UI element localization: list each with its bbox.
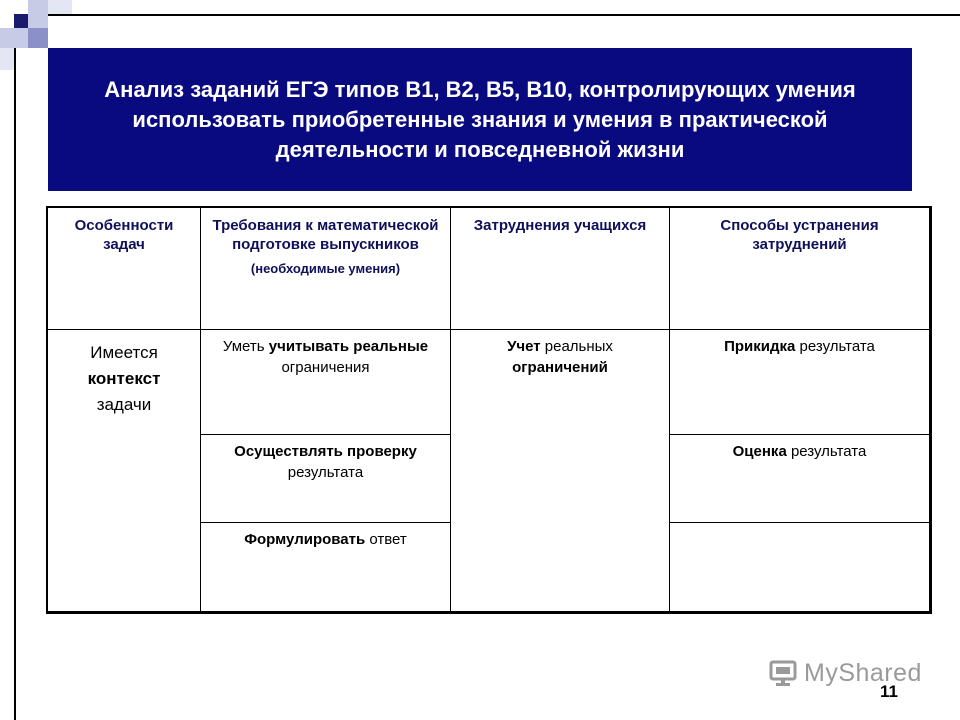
requirement-text: ответ (365, 531, 407, 548)
remedy-text: результата (795, 338, 875, 355)
requirement-cell (201, 330, 451, 435)
requirement-text-bold: Осуществлять проверку (234, 443, 417, 460)
feature-text-bold: контекст (87, 369, 161, 388)
watermark (768, 656, 922, 690)
table-row (48, 330, 930, 435)
corner-square-decor (0, 48, 14, 70)
remedy-cell-empty (670, 523, 930, 612)
header-difficulties-label: Затруднения учащихся (473, 217, 647, 234)
requirement-text: Уметь (222, 338, 269, 355)
difficulty-text-bold: Учет (507, 338, 541, 355)
table-header-row (48, 208, 930, 330)
feature-cell (48, 330, 201, 612)
requirement-text-bold: Формулировать (244, 531, 366, 548)
corner-square-decor (28, 28, 48, 48)
header-remedies-label: Способы устранения затруднений (720, 217, 879, 253)
remedy-text: результата (786, 443, 867, 460)
difficulty-text-bold: ограничений (512, 359, 608, 376)
slide-title: Анализ заданий ЕГЭ типов В1, В2, В5, В10, контролирующих умения использовать приобретенные знания и умения в практической деятельности и повседневной жизни (104, 76, 856, 162)
header-requirements-note: (необходимые умения) (250, 261, 401, 276)
requirement-text: ограничения (281, 359, 370, 376)
requirement-text-bold: учитывать реальные (268, 338, 429, 355)
left-rule (14, 48, 16, 720)
remedy-text-bold: Прикидка (724, 338, 796, 355)
page-number: 11 (880, 682, 898, 701)
corner-square-decor (14, 14, 28, 28)
header-difficulties (451, 208, 670, 330)
remedy-cell (670, 435, 930, 523)
header-features (48, 208, 201, 330)
title-banner (48, 48, 912, 191)
header-requirements-label: Требования к математической подготовке выпускников (212, 217, 439, 253)
requirement-cell (201, 523, 451, 612)
header-requirements (201, 208, 451, 330)
feature-text: задачи (96, 395, 152, 414)
watermark-text: MyShared (804, 658, 922, 687)
remedy-text-bold: Оценка (732, 443, 787, 460)
difficulty-cell (451, 330, 670, 612)
difficulty-text: реальных (540, 338, 613, 355)
top-rule (48, 14, 960, 16)
corner-square-decor (48, 0, 72, 14)
corner-square-decor (28, 0, 48, 28)
header-features-label: Особенности задач (74, 217, 174, 253)
projector-icon (768, 659, 798, 687)
header-remedies (670, 208, 930, 330)
remedy-cell (670, 330, 930, 435)
corner-square-decor (0, 28, 28, 48)
feature-text: Имеется (90, 343, 158, 362)
analysis-table (47, 207, 930, 612)
requirement-text: результата (287, 464, 364, 481)
requirement-cell (201, 435, 451, 523)
